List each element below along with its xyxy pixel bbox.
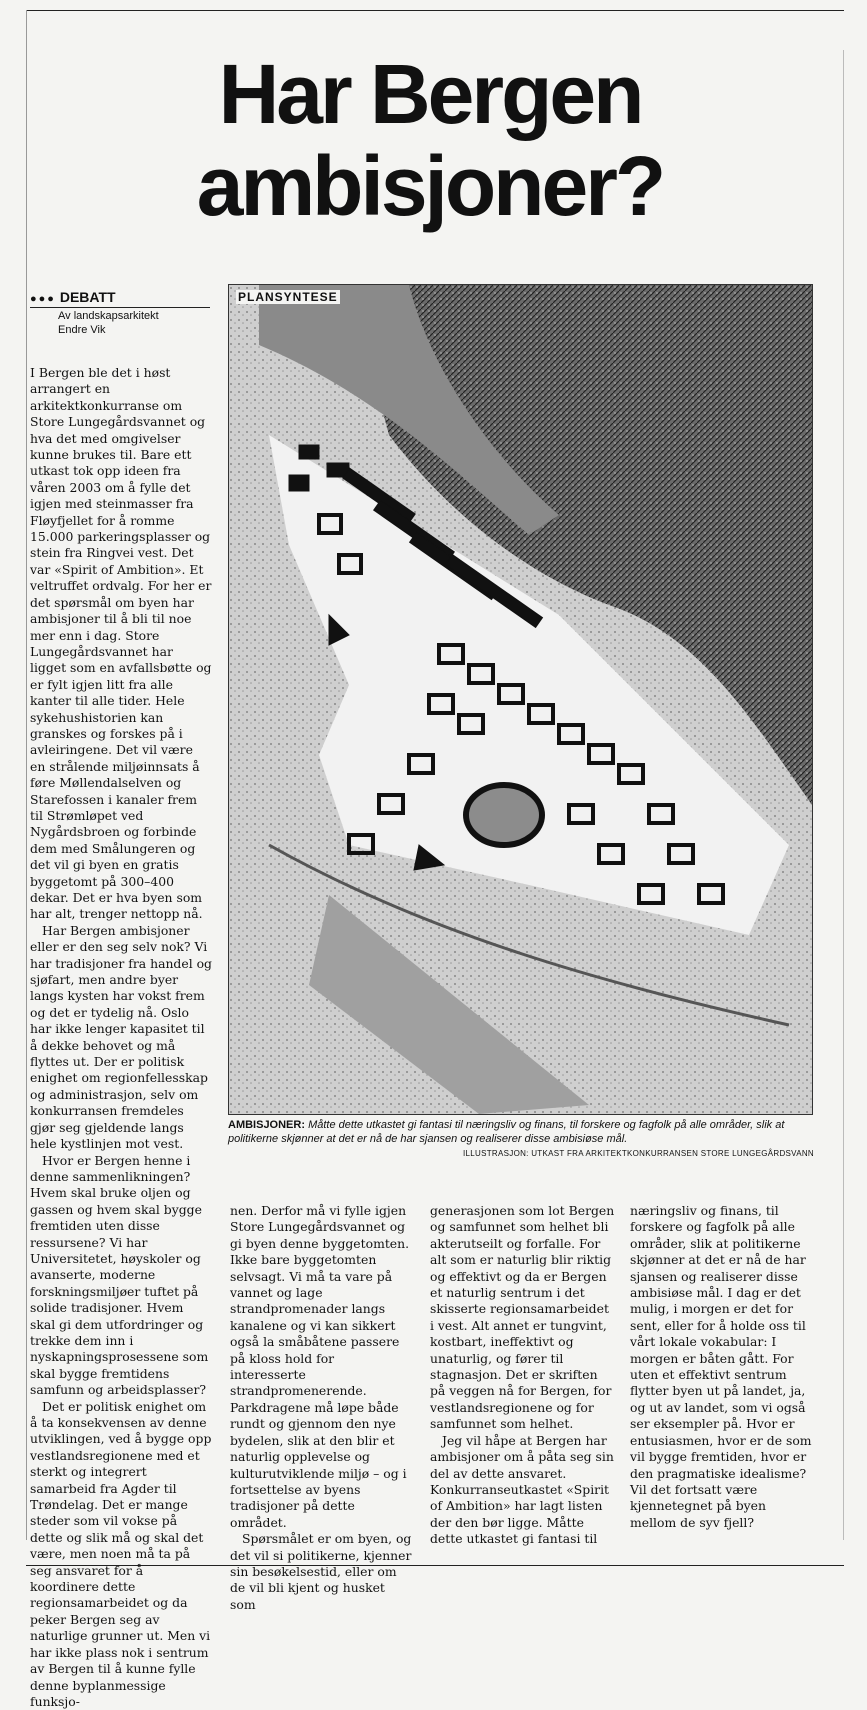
headline bbox=[60, 48, 800, 232]
paragraph: Hvor er Bergen henne i denne sammenlikningen? Hvem skal bruke oljen og gassen og hvem skal bygge fremtiden uten disse ressursene? Vi har Universitetet, høyskoler og avanserte, moderne forskningsmiljøer tuftet på solide tradisjoner. Hvem skal gi dem utfordringer og trekke dem inn i nyskapningsprosessene som skal bygge fremtidens samfunn og arbeidsplasser? bbox=[30, 1152, 209, 1398]
byline-author: Endre Vik bbox=[58, 324, 106, 336]
top-rule bbox=[26, 10, 844, 11]
headline-line-1: Har Bergen bbox=[218, 47, 642, 141]
plan-label: PLANSYNTESE bbox=[238, 290, 338, 304]
article-column-3 bbox=[430, 1203, 615, 1548]
article-column-2 bbox=[230, 1203, 412, 1613]
paragraph: Spørsmålet er om byen, og det vil si politikerne, kjenner sin besøkelsestid, eller om de vil bli kjent og husket som bbox=[230, 1531, 412, 1612]
byline bbox=[58, 309, 218, 337]
caption-text: Måtte dette utkastet gi fantasi til næringsliv og finans, til forskere og fagfolk på alle områder, slik at politikerne skjønner at det er nå de har sjansen og realiserer disse ambisiøse mål. bbox=[228, 1119, 785, 1145]
article-column-1 bbox=[30, 365, 212, 1710]
byline-role: Av landskapsarkitekt bbox=[58, 310, 159, 322]
paragraph: Det er politisk enighet om å ta konsekvensen av denne utviklingen, ved å bygge opp vestlandsregionene med et sterkt og integrert samarbeid fra Agder til Trøndelag. Det er mange steder som vil vokse på dette og slik må og skal det være, men noen må ta på seg ansvaret for å koordinere dette regionsamarbeidet og da peker Bergen seg av naturlige grunner ut. Men vi har ikke plass nok i sentrum av Bergen til å kunne fylle denne byplanmessige funksjo- bbox=[30, 1398, 212, 1709]
illustration-credit: ILLUSTRASJON: UTKAST FRA ARKITEKTKONKURRANSEN STORE LUNGEGÅRDSVANN bbox=[463, 1149, 814, 1158]
paragraph: generasjonen som lot Bergen og samfunnet som helhet bli akterutseilt og forfalle. For alt som er naturlig blir riktig og effektivt og da er Bergen et naturlig sentrum i det skisserte regionsamarbeidet i vest. Alt annet er tungvint, kostbart, ineffektivt og unaturlig, og fører til stagnasjon. Det er skriften på veggen nå for Bergen, for vestlandsregionene og for samfunnet som helhet. bbox=[430, 1203, 615, 1432]
paragraph: nen. Derfor må vi fylle igjen Store Lungegårdsvannet og gi byen denne byggetomten. Ikke bare byggetomten selvsagt. Vi må ta vare på vannet og lage strandpromenader langs kanalene og vi kan sikkert også la småbåtene passere på kloss hold for interesserte strandpromenerende. Parkdragene må løpe både rundt og gjennom den nye bydelen, slik at den blir et naturlig opplevelse og kulturutviklende miljø – og i fortsettelse av byens tradisjoner på dette området. bbox=[230, 1203, 410, 1530]
building-block bbox=[299, 445, 319, 459]
plan-illustration bbox=[228, 284, 813, 1115]
paragraph: næringsliv og finans, til forskere og fagfolk på alle områder, slik at politikerne skjønner at det er nå de har sjansen og realiserer disse ambisiøse mål. I dag er det mulig, i morgen er det for sent, eller for å holde oss til vårt lokale vokabular: I morgen er båten gått. For uten et effektivt sentrum flytter byen ut på landet, ja, og ut av landet, som vi også ser eksempler på. Hvor er entusiasmen, hvor er de som vil bygge fremtiden, hvor er den pragmatiske idealisme? Vil det fortsatt være kjennetegnet på byen mellom de syv fjell? bbox=[630, 1203, 812, 1530]
section-kicker bbox=[30, 289, 210, 308]
building-block bbox=[289, 475, 309, 491]
left-rule bbox=[26, 10, 27, 1540]
right-rule bbox=[843, 50, 844, 1540]
paragraph: Har Bergen ambisjoner eller er den seg selv nok? Vi har tradisjoner fra handel og sjøfart, men andre byer langs kysten har vokst frem og det er tydelig nå. Oslo har ikke lenger kapasitet til å dekke behovet og må flyttes ut. Der er politisk enighet om regionfellesskap og administrasjon, selv om konkurransen fremdeles gjør seg gjeldende langs hele kystlinjen mot vest. bbox=[30, 922, 212, 1152]
paragraph: I Bergen ble det i høst arrangert en arkitektkonkurranse om Store Lungegårdsvannet og hva det med omgivelser kunne brukes til. Bare ett utkast tok opp ideen fra våren 2003 om å fylle det igjen med steinmasser fra Fløyfjellet for å romme 15.000 parkeringsplasser og stein fra Ringvei vest. Det var «Spirit of Ambition». Et veltruffet ordvalg. For her er det spørsmål om byen har ambisjoner til å bli til noe mer enn i dag. Store Lungegårdsvannet har ligget som en avfallsbøtte og er fylt igjen litt fra alle kanter til alle tider. Hele sykehushistorien kan granskes og forskes på i avleiringene. Det vil være en strålende miljøinnsats å føre Møllendalselven og Starefossen i kanaler frem til Strømløpet ved Nygårdsbroen og forbinde dem med Smålungeren og det vil gi byen en gratis byggetomt på 300–400 dekar. Det er hva byen som har alt, trenger nettopp nå. bbox=[30, 365, 212, 922]
figure-caption bbox=[228, 1118, 818, 1146]
site-plan-drawing bbox=[229, 285, 812, 1114]
kicker-label: DEBATT bbox=[59, 289, 116, 305]
article-column-4 bbox=[630, 1203, 816, 1531]
paragraph: Jeg vil håpe at Bergen har ambisjoner om å påta seg sin del av dette ansvaret. Konkurranseutkastet «Spirit of Ambition» har lagt listen der den bør ligge. Måtte dette utkastet gi fantasi til bbox=[430, 1432, 614, 1547]
caption-lead: AMBISJONER: bbox=[228, 1119, 306, 1131]
central-oval-block bbox=[466, 785, 542, 845]
kicker-bullets: ●●● bbox=[30, 293, 56, 305]
headline-line-2: ambisjoner? bbox=[196, 139, 664, 233]
